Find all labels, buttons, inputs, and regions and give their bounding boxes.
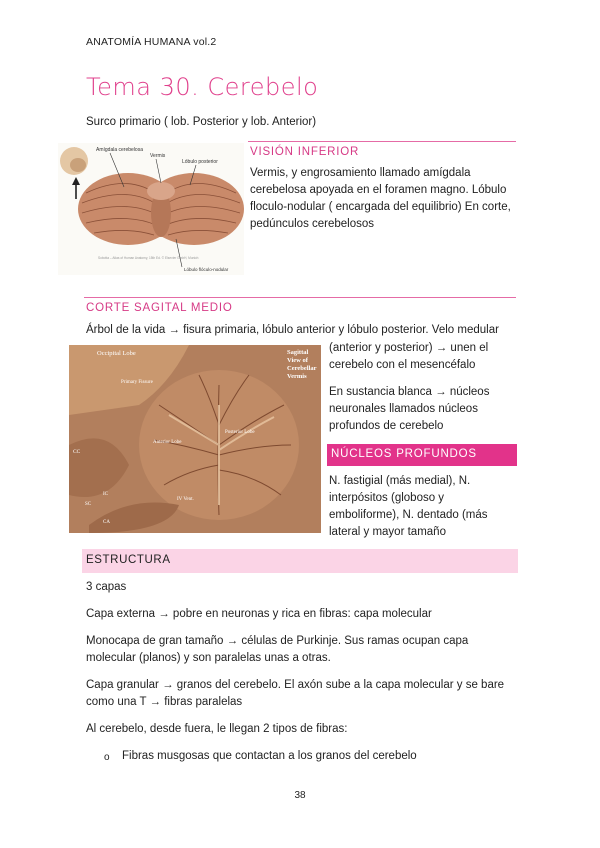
running-header: ANATOMÍA HUMANA vol.2 <box>86 36 217 48</box>
label-ivvent: IV Vent. <box>177 497 194 502</box>
section-heading-estructura: ESTRUCTURA <box>86 554 171 566</box>
nucleos-heading-band <box>327 444 517 466</box>
label-occipital: Occipital Lobe <box>97 350 136 357</box>
page-number: 38 <box>294 790 306 801</box>
estructura-p1: 3 capas <box>86 581 127 593</box>
label-posterior: Lóbulo posterior <box>182 159 218 165</box>
cerebellum-inferior-figure <box>58 143 244 275</box>
figure-credit: Sobotta – Atlas of Human Anatomy, 15th Ed. © Elsevier GmbH, Munich <box>98 256 199 260</box>
estructura-p4: Capa granular → granos del cerebelo. El axón sube a la capa molecular y se bare como una T → fibras paralelas <box>86 679 505 708</box>
inferior-text: Vermis, y engrosamiento llamado amígdala cerebelosa apoyada en el foramen magno. Lóbulo floculo-nodular ( encargada del equilibrio) En corte, pedúnculos cerebelosos <box>250 167 511 230</box>
label-cc: CC <box>73 449 81 455</box>
estructura-p2: Capa externa → pobre en neuronas y rica en fibras: capa molecular <box>86 608 432 620</box>
section-heading-sagittal: CORTE SAGITAL MEDIO <box>86 302 233 314</box>
section-heading-nucleos: NÚCLEOS PROFUNDOS <box>331 448 477 460</box>
sagittal-line2: (anterior y posterior) → unen el cerebelo con el mesencéfalo <box>329 342 489 371</box>
nucleos-text: N. fastigial (más medial), N. interpósitos (globoso y emboliforme), N. dentado (más lateral y mayor tamaño <box>329 475 488 538</box>
estructura-heading-band <box>82 549 518 573</box>
label-ic: IC <box>103 492 108 497</box>
label-vermis: Vermis <box>150 153 166 159</box>
label-amigdala: Amígdala cerebelosa <box>96 147 143 153</box>
divider <box>248 141 516 142</box>
bullet-marker: o <box>104 752 110 763</box>
label-sagittal-view: Sagittal View of Cerebellar Vermis <box>287 349 317 380</box>
label-primary: Primary Fissure <box>121 380 153 385</box>
estructura-bullet1: Fibras musgosas que contactan a los granos del cerebelo <box>122 750 417 762</box>
page-title: Tema 30. Cerebelo <box>86 73 319 101</box>
subtitle: Surco primario ( lob. Posterior y lob. Anterior) <box>86 116 317 128</box>
sagittal-line1: Árbol de la vida → fisura primaria, lóbulo anterior y lóbulo posterior. Velo medular <box>86 324 499 336</box>
sagittal-vermis-figure <box>69 345 321 533</box>
estructura-p3: Monocapa de gran tamaño → células de Purkinje. Sus ramas ocupan capa molecular (planos) y son paralelas unas a otras. <box>86 635 469 664</box>
divider <box>84 297 516 298</box>
label-anterior: Anterior Lobe <box>153 440 182 445</box>
sagittal-line3: En sustancia blanca → núcleos neuronales llamados núcleos profundos de cerebelo <box>329 386 490 432</box>
label-sc: SC <box>85 502 92 507</box>
section-heading-inferior: VISIÓN INFERIOR <box>250 146 360 158</box>
label-flocular: Lóbulo flóculo-nodular <box>184 267 229 272</box>
label-ca: CA <box>103 520 110 525</box>
estructura-p5: Al cerebelo, desde fuera, le llegan 2 tipos de fibras: <box>86 723 348 735</box>
label-posterior-lobe: Posterior Lobe <box>225 430 255 435</box>
